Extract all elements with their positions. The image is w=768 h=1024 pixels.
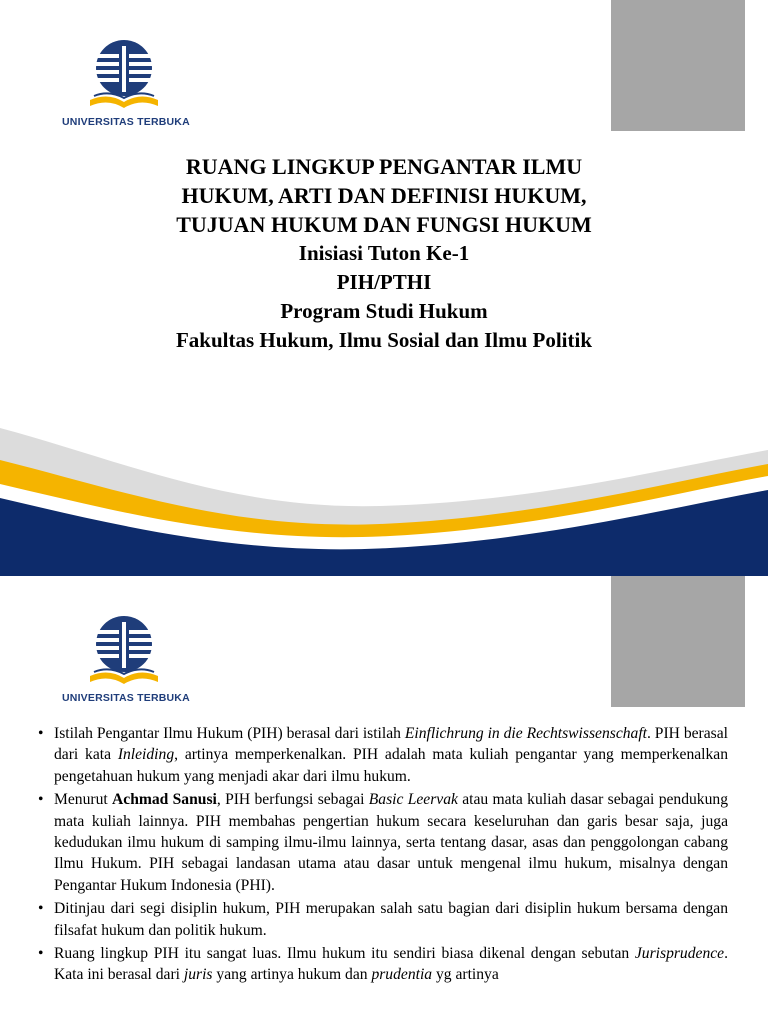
bullet-dot-icon: • bbox=[38, 791, 44, 809]
text-run: Menurut bbox=[54, 791, 113, 809]
bullet-text bbox=[54, 945, 728, 983]
italic-term: prudentia bbox=[371, 966, 433, 984]
logo-emblem-icon bbox=[62, 38, 186, 114]
text-run: Ditinjau dari segi disiplin hukum, PIH merupakan salah satu bagian dari disiplin hukum bersama dengan filsafat hukum dan politik hukum. bbox=[54, 900, 728, 939]
subtitle-line: Inisiasi Tuton Ke-1 bbox=[298, 241, 470, 265]
university-logo bbox=[62, 38, 190, 132]
bullet-item bbox=[36, 943, 728, 986]
text-run: yang artinya hukum dan bbox=[212, 966, 372, 984]
title-line: TUJUAN HUKUM DAN FUNGSI HUKUM bbox=[176, 212, 592, 237]
bullet-dot-icon: • bbox=[38, 900, 44, 918]
gray-corner-block bbox=[611, 576, 745, 707]
logo-text: UNIVERSITAS TERBUKA bbox=[62, 116, 190, 128]
bullet-list bbox=[36, 723, 728, 988]
bold-name: Achmad Sanusi bbox=[112, 791, 217, 809]
italic-term: Jurisprudence bbox=[634, 945, 725, 963]
bullet-item bbox=[36, 723, 728, 787]
text-run: . PIH berasal dari kata bbox=[54, 725, 728, 764]
bullet-item bbox=[36, 898, 728, 941]
text-run: Istilah Pengantar Ilmu Hukum (PIH) berasal dari istilah bbox=[54, 725, 405, 742]
bullet-dot-icon: • bbox=[38, 725, 44, 742]
text-run: atau mata kuliah dasar sebagai pendukung mata kuliah lainnya. PIH membahas pengertian hukum secara keseluruhan dan garis besar saja, juga kedudukan ilmu hukum di samping ilmu-ilmu lainnya, serta tentang dasar, asas dan penggolongan cabang Ilmu Hukum. PIH sebagai landasan utama atau dasar untuk mengenal ilmu hukum, misalnya dengan Pengantar Hukum Indonesia (PHI). bbox=[54, 791, 728, 894]
bullet-text bbox=[54, 900, 728, 938]
text-run: yg artinya bbox=[432, 966, 499, 984]
bullet-text bbox=[54, 791, 728, 894]
bullet-dot-icon: • bbox=[38, 945, 44, 963]
text-run: , PIH berfungsi sebagai bbox=[216, 791, 369, 809]
subtitle-line: Fakultas Hukum, Ilmu Sosial dan Ilmu Politik bbox=[175, 328, 593, 352]
slide-title-block bbox=[0, 152, 768, 355]
text-run: . Kata ini berasal dari bbox=[54, 945, 728, 984]
italic-term: Basic Leervak bbox=[368, 791, 458, 809]
decorative-wave bbox=[0, 420, 768, 576]
gray-corner-block bbox=[611, 0, 745, 131]
content-slide bbox=[0, 576, 768, 1024]
university-logo bbox=[62, 614, 190, 708]
text-run: Ruang lingkup PIH itu sangat luas. Ilmu hukum itu sendiri biasa dikenal dengan sebutan bbox=[54, 945, 635, 963]
bullet-item bbox=[36, 789, 728, 896]
subtitle-line: Program Studi Hukum bbox=[280, 299, 488, 323]
logo-text: UNIVERSITAS TERBUKA bbox=[62, 692, 190, 704]
italic-term: juris bbox=[183, 966, 213, 984]
logo-emblem-icon bbox=[62, 614, 186, 690]
subtitle-line: PIH/PTHI bbox=[336, 270, 432, 294]
title-line: RUANG LINGKUP PENGANTAR ILMU bbox=[185, 154, 583, 179]
text-run: , artinya memperkenalkan. PIH adalah mata kuliah pengantar yang memperkenalkan pengetahuan hukum yang menjadi akar dari ilmu hukum. bbox=[54, 746, 729, 785]
italic-term: Einflichrung in die Rechtswissenschaft bbox=[404, 725, 647, 742]
title-line: HUKUM, ARTI DAN DEFINISI HUKUM, bbox=[181, 183, 587, 208]
italic-term: Inleiding bbox=[117, 746, 175, 764]
bullet-text bbox=[54, 725, 728, 785]
